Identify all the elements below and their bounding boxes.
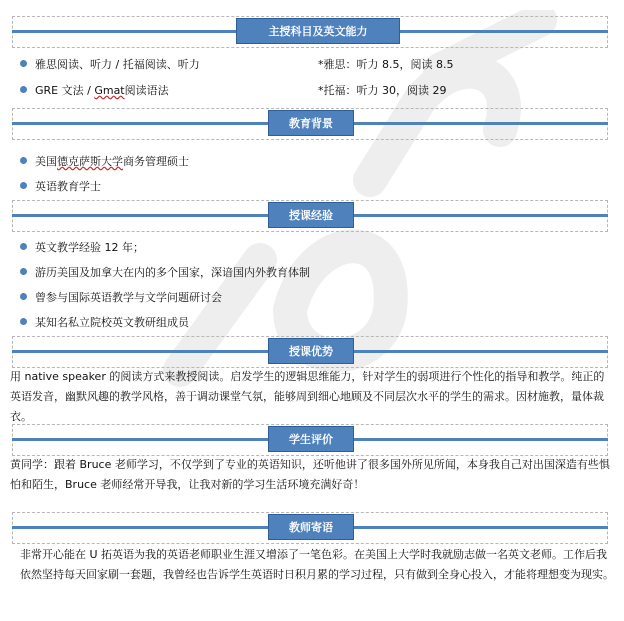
section-title: 教师寄语 bbox=[268, 514, 354, 540]
section-header-advantages bbox=[12, 336, 608, 368]
bullet-icon bbox=[20, 86, 27, 93]
section-title: 学生评价 bbox=[268, 426, 354, 452]
list-item: 雅思阅读、听力 / 托福阅读、听力 bbox=[20, 57, 200, 73]
list-item: 美国德克萨斯大学商务管理硕士 bbox=[20, 154, 189, 170]
review-paragraph: 黄同学：跟着 Bruce 老师学习，不仅学到了专业的英语知识，还听他讲了很多国外所见所闻，本身我自己对出国深造有些惧怕和陌生，Bruce 老师经常开导我，让我对新的学习生活环境充满好奇！ bbox=[10, 458, 610, 491]
section-title: 教育背景 bbox=[268, 110, 354, 136]
bullet-icon bbox=[20, 268, 27, 275]
bullet-icon bbox=[20, 182, 27, 189]
section-title: 授课经验 bbox=[268, 202, 354, 228]
section-header-message bbox=[12, 512, 608, 544]
list-item: GRE 文法 / Gmat阅读语法 bbox=[20, 83, 169, 99]
message-paragraph: 非常开心能在 U 拓英语为我的英语老师职业生涯又增添了一笔色彩。在美国上大学时我就励志做一名英文老师。工作后我依然坚持每天回家刷一套题，我曾经也告诉学生英语时日积月累的学习过程，只有做到全身心投入，才能将理想变为现实。 bbox=[20, 548, 614, 581]
section-header-education bbox=[12, 108, 608, 140]
section-header-subjects bbox=[12, 16, 608, 48]
score-text: *雅思：听力 8.5，阅读 8.5 bbox=[318, 58, 454, 71]
section-header-experience bbox=[12, 200, 608, 232]
section-header-reviews bbox=[12, 424, 608, 456]
bullet-icon bbox=[20, 157, 27, 164]
section-title: 授课优势 bbox=[268, 338, 354, 364]
bullet-icon bbox=[20, 318, 27, 325]
list-item: 英文教学经验 12 年； bbox=[20, 240, 144, 256]
section-title: 主授科目及英文能力 bbox=[236, 18, 400, 44]
bullet-icon bbox=[20, 243, 27, 250]
bullet-icon bbox=[20, 293, 27, 300]
advantages-paragraph: 用 native speaker 的阅读方式来教授阅读。启发学生的逻辑思维能力，针对学生的弱项进行个性化的指导和教学。纯正的英语发音，幽默风趣的教学风格，善于调动课堂气氛，能够周到细心地顾及不同层次水平的学生的需求。因材施教，量体裁衣。 bbox=[10, 370, 605, 423]
list-item: 某知名私立院校英文教研组成员 bbox=[20, 315, 189, 331]
list-item: 游历美国及加拿大在内的多个国家，深谙国内外教育体制 bbox=[20, 265, 310, 281]
bullet-icon bbox=[20, 60, 27, 67]
list-item: 英语教育学士 bbox=[20, 179, 101, 195]
list-item: 曾参与国际英语教学与文学问题研讨会 bbox=[20, 290, 222, 306]
score-text: *托福：听力 30，阅读 29 bbox=[318, 84, 447, 97]
